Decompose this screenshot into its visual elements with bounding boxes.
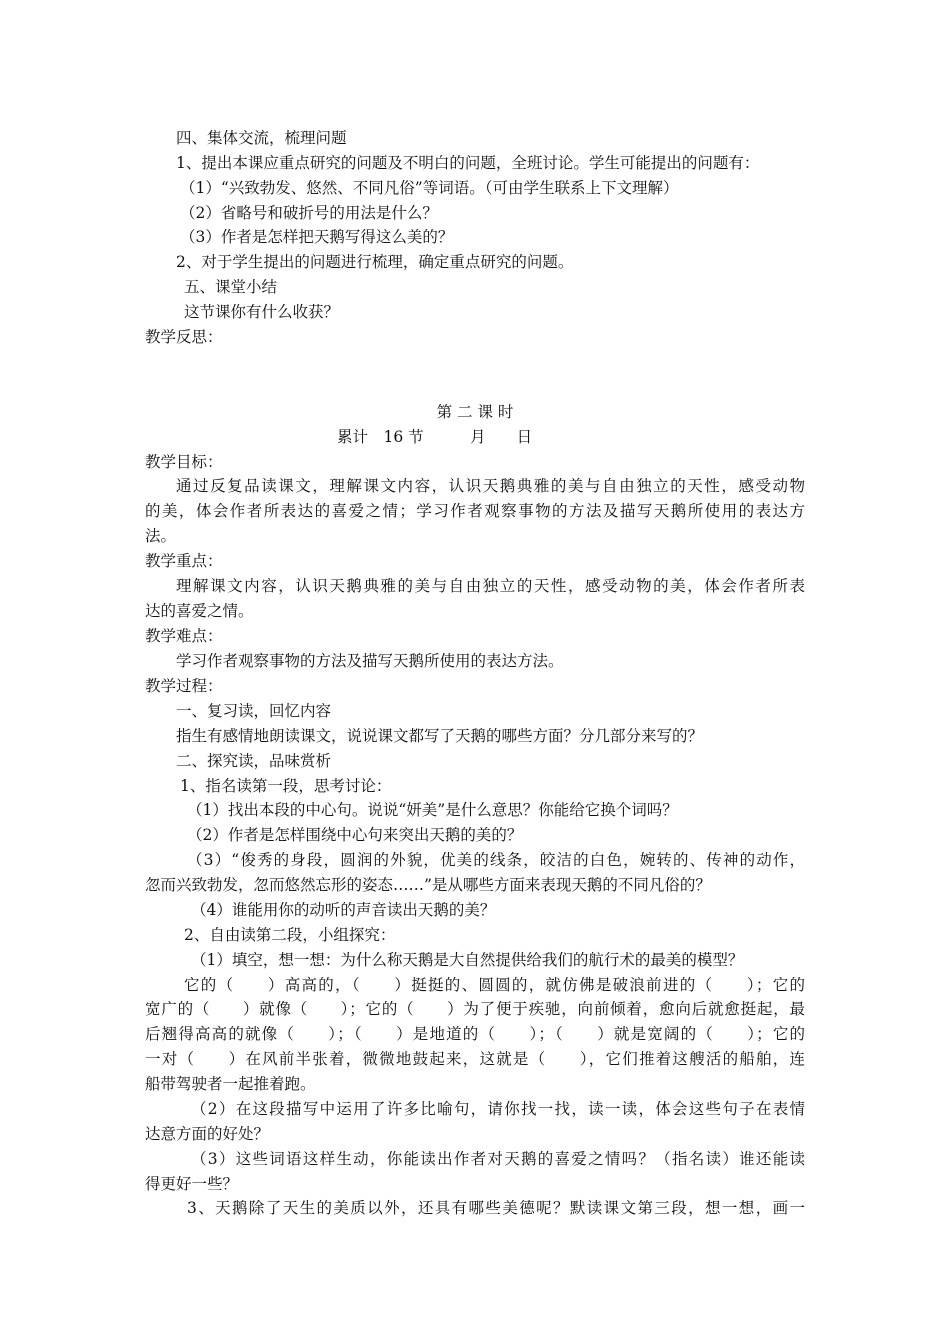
lesson-title: 第 二 课 时 — [436, 403, 514, 421]
fill-blank-line-2: 宽广的（ ）就像（ ）；它的（ ）为了便于疾驰，向前倾着，愈向后就愈挺起，最 — [145, 1000, 805, 1018]
key-line-2: 达的喜爱之情。 — [145, 602, 254, 620]
part2-question-1: （1）填空，想一想：为什么称天鹅是大自然提供给我们的航行术的最美的模型？ — [191, 951, 744, 969]
part1-question-3-line-1: （3）“俊秀的身段，圆润的外貌，优美的线条，皎洁的白色，婉转的、传神的动作， — [187, 851, 805, 869]
part2-question-2-line-1: （2）在这段描写中运用了许多比喻句，请你找一找，读一读，体会这些句子在表情 — [191, 1100, 805, 1118]
section4-question-2: （2）省略号和破折号的用法是什么？ — [180, 204, 438, 222]
process-section1-heading: 一、复习读，回忆内容 — [176, 702, 332, 720]
section5-question: 这节课你有什么收获？ — [184, 303, 340, 321]
reflection-label: 教学反思： — [145, 328, 223, 346]
section4-item1: 1、提出本课应重点研究的问题及不明白的问题，全班讨论。学生可能提出的问题有： — [176, 154, 760, 172]
fill-blank-line-5: 船带驾驶者一起推着跑。 — [145, 1075, 316, 1093]
process-section1-text: 指生有感情地朗读课文，说说课文都写了天鹅的哪些方面？分几部分来写的？ — [176, 727, 704, 745]
key-label: 教学重点： — [145, 552, 223, 570]
goals-line-3: 法。 — [145, 527, 177, 545]
section4-question-1: （1）“兴致勃发、悠然、不同凡俗”等词语。（可由学生联系上下文理解） — [180, 179, 679, 197]
section5-heading: 五、课堂小结 — [184, 278, 278, 296]
goals-line-2: 的美，体会作者所表达的喜爱之情；学习作者观察事物的方法及描写天鹅所使用的表达方 — [145, 502, 805, 520]
key-line-1: 理解课文内容，认识天鹅典雅的美与自由独立的天性，感受动物的美，体会作者所表 — [176, 577, 805, 595]
goals-label: 教学目标： — [145, 453, 223, 471]
fill-blank-line-3: 后翘得高高的就像（ ）；（ ）是地道的（ ）；（ ）就是宽阔的（ ）；它的 — [145, 1025, 805, 1043]
part1-heading: 1、指名读第一段，思考讨论： — [180, 777, 392, 795]
section4-question-3: （3）作者是怎样把天鹅写得这么美的？ — [180, 228, 454, 246]
part2-heading: 2、自由读第二段，小组探究： — [184, 926, 396, 944]
process-label: 教学过程： — [145, 677, 223, 695]
part1-question-1: （1）找出本段的中心句。说说“妍美”是什么意思？你能给它换个词吗？ — [187, 801, 678, 819]
fill-blank-line-1: 它的（ ）高高的，（ ）挺挺的、圆圆的，就仿佛是破浪前进的（ ）；它的 — [184, 976, 805, 994]
goals-line-1: 通过反复品读课文，理解课文内容，认识天鹅典雅的美与自由独立的天性，感受动物 — [176, 477, 805, 495]
fill-blank-line-4: 一对（ ）在风前半张着，微微地鼓起来，这就是（ ），它们推着这艘活的船舶，连 — [145, 1050, 805, 1068]
part1-question-3-line-2: 忽而兴致勃发，忽而悠然忘形的姿态……”是从哪些方面来表现天鹅的不同凡俗的？ — [145, 876, 711, 894]
part2-question-3-line-2: 得更好一些？ — [145, 1175, 239, 1193]
part1-question-2: （2）作者是怎样围绕中心句来突出天鹅的美的？ — [187, 826, 523, 844]
part2-question-2-line-2: 达意方面的好处？ — [145, 1125, 270, 1143]
section4-item2: 2、对于学生提出的问题进行梳理，确定重点研究的问题。 — [176, 253, 574, 271]
lesson-count: 累计 16 节 月 日 — [337, 428, 533, 446]
process-section2-heading: 二、探究读，品味赏析 — [176, 752, 332, 770]
part3-line-1: 3、天鹅除了天生的美质以外，还具有哪些美德呢？默读课文第三段，想一想，画一 — [187, 1199, 805, 1217]
part1-question-4: （4）谁能用你的动听的声音读出天鹅的美？ — [191, 901, 496, 919]
difficult-line-1: 学习作者观察事物的方法及描写天鹅所使用的表达方法。 — [176, 652, 564, 670]
section4-heading: 四、集体交流，梳理问题 — [176, 129, 347, 147]
part2-question-3-line-1: （3）这些词语这样生动，你能读出作者对天鹅的喜爱之情吗？（指名读）谁还能读 — [191, 1150, 805, 1168]
difficult-label: 教学难点： — [145, 627, 223, 645]
